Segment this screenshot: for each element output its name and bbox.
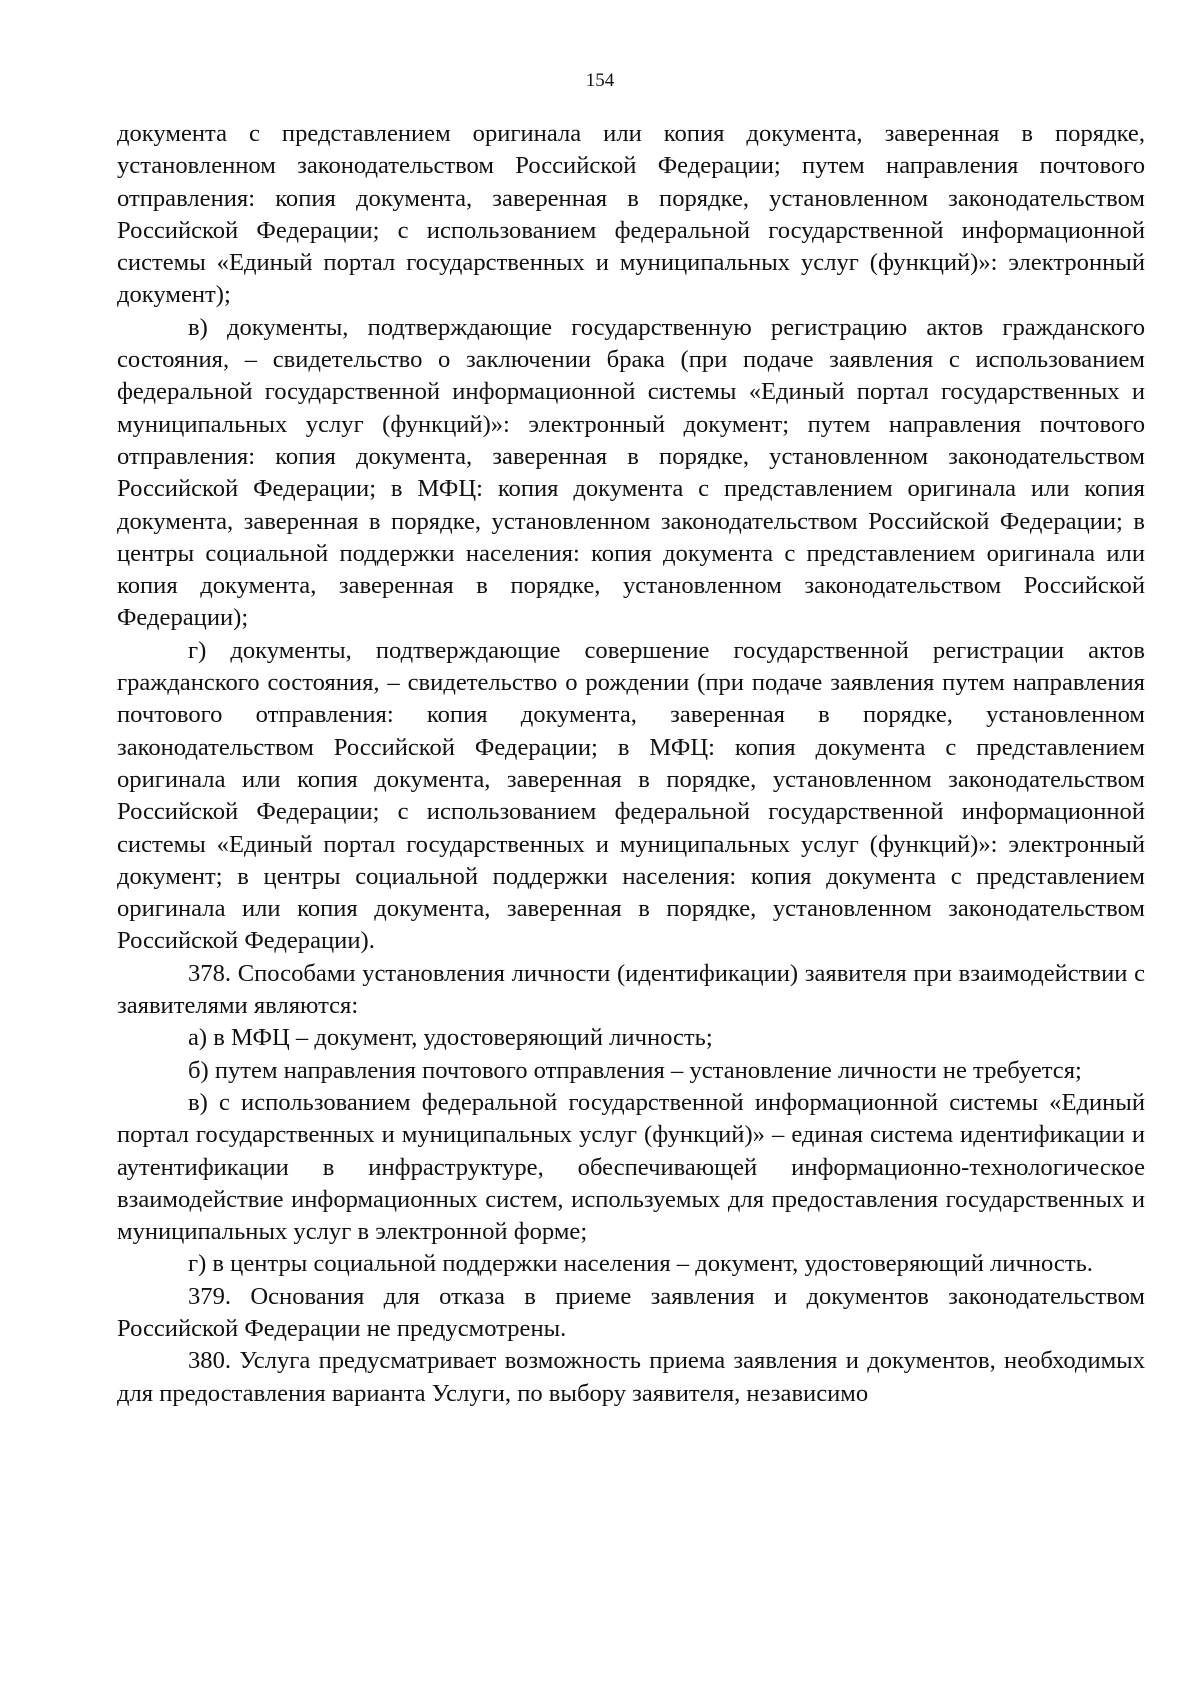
paragraph-378-item-g: г) в центры социальной поддержки населения – документ, удостоверяющий личность. bbox=[188, 1250, 1093, 1278]
paragraph-item-v-marriage-certificate: в) документы, подтверждающие государственную регистрацию актов гражданского состояния, – свидетельство о заключении брака (при подаче заявления с использованием федеральной государственной информационной системы «Единый портал государственных и муниципальных услуг (функций)»: электронный документ; путем направления почтового отправления: копия документа, заверенная в порядке, установленном законодательством Российской Федерации; в МФЦ: копия документа с представлением оригинала или копия документа, заверенная в порядке, установленном законодательством Российской Федерации; в центры социальной поддержки населения: копия документа с представлением оригинала или копия документа, заверенная в порядке, установленном законодательством Российской Федерации); bbox=[117, 313, 1145, 632]
paragraph-item-g-birth-certificate: г) документы, подтверждающие совершение государственной регистрации актов гражданского состояния, – свидетельство о рождении (при подаче заявления путем направления почтового отправления: копия документа, заверенная в порядке, установленном законодательством Российской Федерации; в МФЦ: копия документа с представлением оригинала или копия документа, заверенная в порядке, установленном законодательством Российской Федерации; с использованием федеральной государственной информационной системы «Единый портал государственных и муниципальных услуг (функций)»: электронный документ; в центры социальной поддержки населения: копия документа с представлением оригинала или копия документа, заверенная в порядке, установленном законодательством Российской Федерации). bbox=[117, 636, 1145, 955]
paragraph-378-item-b: б) путем направления почтового отправления – установление личности не требуется; bbox=[188, 1056, 1082, 1084]
paragraph-378-identification-methods: 378. Способами установления личности (идентификации) заявителя при взаимодействии с заявителями являются: bbox=[117, 959, 1145, 1020]
paragraph-continuation: документа с представлением оригинала или копия документа, заверенная в порядке, установленном законодательством Российской Федерации; путем направления почтового отправления: копия документа, заверенная в порядке, установленном законодательством Российской Федерации; с использованием федеральной государственной информационной системы «Единый портал государственных и муниципальных услуг (функций)»: электронный документ); bbox=[117, 120, 1145, 309]
paragraph-378-item-v: в) с использованием федеральной государственной информационной системы «Единый портал государственных и муниципальных услуг (функций)» – единая система идентификации и аутентификации в инфраструктуре, обеспечивающей информационно-технологическое взаимодействие информационных систем, используемых для предоставления государственных и муниципальных услуг в электронной форме; bbox=[117, 1088, 1145, 1246]
paragraph-379-refusal-grounds: 379. Основания для отказа в приеме заявления и документов законодательством Российской Федерации не предусмотрены. bbox=[117, 1282, 1145, 1342]
paragraph-380-acceptance-options: 380. Услуга предусматривает возможность приема заявления и документов, необходимых для предоставления варианта Услуги, по выбору заявителя, независимо bbox=[117, 1347, 1145, 1407]
document-body bbox=[117, 118, 1145, 1410]
page-number: 154 bbox=[585, 70, 615, 91]
paragraph-378-item-a: а) в МФЦ – документ, удостоверяющий личность; bbox=[188, 1024, 713, 1052]
